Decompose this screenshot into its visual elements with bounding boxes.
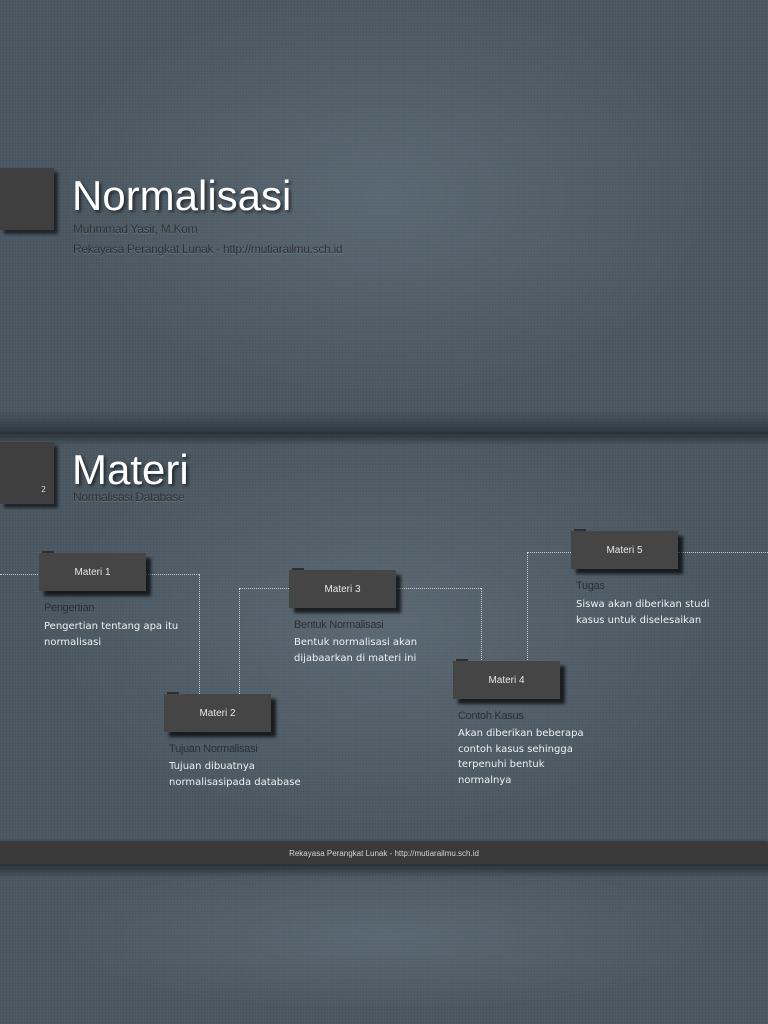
materi-5-description: Siswa akan diberikan studi kasus untuk diselesaikan xyxy=(576,599,710,626)
materi-3-description: Bentuk normalisasi akan dijabaarkan di materi ini xyxy=(294,637,418,664)
connector-line xyxy=(678,552,768,553)
title-accent-block xyxy=(0,168,54,230)
slide-edge-shadow xyxy=(0,864,768,878)
slide-title[interactable] xyxy=(0,0,768,432)
slide-subtitle: Normalisasi Database xyxy=(73,490,185,504)
materi-2-label: Tujuan Normalisasi xyxy=(169,743,258,755)
materi-4-box[interactable]: Materi 4 xyxy=(453,661,560,699)
materi-1-description: Pengertian tentang apa itu normalisasi xyxy=(44,621,179,648)
materi-5-label: Tugas xyxy=(576,580,605,592)
slide-title-heading: Normalisasi xyxy=(72,172,292,219)
materi-3-box[interactable]: Materi 3 xyxy=(289,570,396,608)
slide-title-heading: Materi xyxy=(72,446,189,493)
connector-line xyxy=(527,552,528,660)
materi-2-description: Tujuan dibuatnya normalisasipada database xyxy=(169,761,301,788)
slide-materi[interactable] xyxy=(0,432,768,864)
title-accent-block xyxy=(0,442,54,504)
connector-line xyxy=(146,574,199,575)
connector-line xyxy=(0,574,38,575)
slide-edge-shadow xyxy=(0,410,768,432)
slide-footer: Rekayasa Perangkat Lunak - http://mutiarailmu.sch.id xyxy=(0,842,768,864)
materi-2-box[interactable]: Materi 2 xyxy=(164,694,271,732)
materi-1-box[interactable]: Materi 1 xyxy=(39,553,146,591)
connector-line xyxy=(396,588,481,589)
materi-4-description: Akan diberikan beberapa contoh kasus sehingga terpenuhi bentuk normalnya xyxy=(458,728,584,786)
connector-line xyxy=(199,574,200,694)
course-info: Rekayasa Perangkat Lunak - http://mutiarailmu.sch.id xyxy=(73,242,343,256)
slide-edge-shadow xyxy=(0,432,768,446)
connector-line xyxy=(239,588,240,694)
connector-line xyxy=(239,588,289,589)
slide-next[interactable] xyxy=(0,864,768,1024)
author-name: Muhmmad Yasir, M.Kom xyxy=(73,222,198,236)
slide-number: 2 xyxy=(41,485,47,494)
connector-line xyxy=(481,588,482,660)
materi-3-label: Bentuk Normalisasi xyxy=(294,619,384,631)
materi-4-label: Contoh Kasus xyxy=(458,710,524,722)
connector-line xyxy=(527,552,571,553)
materi-1-label: Pengertian xyxy=(44,602,95,614)
materi-5-box[interactable]: Materi 5 xyxy=(571,531,678,569)
